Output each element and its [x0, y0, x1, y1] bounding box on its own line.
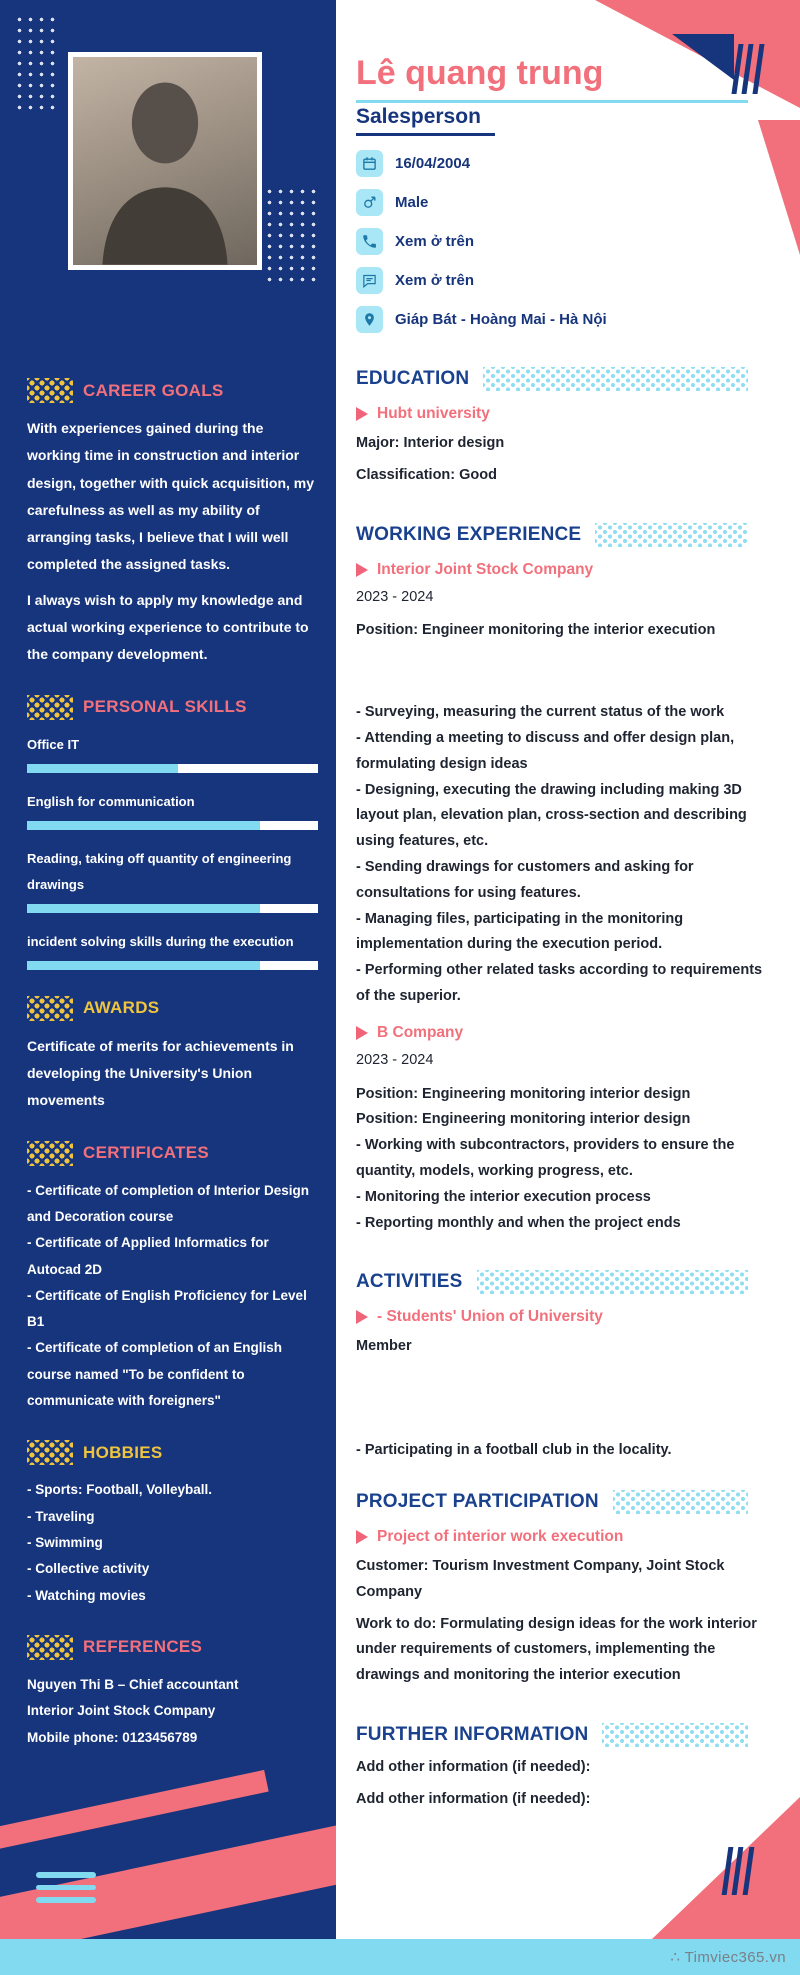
section-references: [27, 1635, 318, 1751]
education-detail: Major: Interior design: [356, 435, 505, 452]
experience-bullet: - Sending drawings for customers and asking for consultations for using features.: [356, 859, 694, 901]
experience-position: Position: Engineering monitoring interior design: [356, 1111, 691, 1128]
phone-text: Xem ở trên: [395, 233, 475, 251]
further-info-line: Add other information (if needed):: [356, 1759, 591, 1775]
section-education: [356, 367, 776, 489]
skill-level-fill: [27, 904, 260, 913]
section-career-goals: [27, 378, 318, 669]
hobby-item: - Traveling: [27, 1508, 95, 1524]
section-certificates: [27, 1141, 318, 1415]
experience-position: Position: Engineer monitoring the interior execution: [356, 622, 716, 639]
education-detail: Classification: Good: [356, 466, 497, 483]
dots-decoration: [477, 1270, 748, 1294]
experience-bullet: - Designing, executing the drawing including making 3D layout plan, elevation plan, cross-section and describing using features, etc.: [356, 781, 747, 850]
company-row: [356, 561, 776, 579]
skill-level-fill: [27, 764, 178, 773]
top-right-bars-decoration: [735, 44, 761, 94]
dots-icon: [27, 378, 73, 403]
dots-icon: [27, 695, 73, 720]
project-row: [356, 1528, 776, 1546]
bottom-right-bars-decoration: [725, 1847, 751, 1895]
contact-row: [356, 306, 776, 333]
profile-photo: [73, 57, 257, 265]
further-info-line: Add other information (if needed):: [356, 1790, 591, 1807]
awards-heading: AWARDS: [83, 998, 160, 1018]
career-goals-heading: CAREER GOALS: [83, 380, 224, 400]
experience-period: 2023 - 2024: [356, 588, 434, 605]
profile-photo-frame: [68, 52, 262, 270]
calendar-icon: [356, 150, 383, 177]
skill-label: Office IT: [27, 736, 80, 752]
skill-item: [27, 789, 318, 830]
contact-row: [356, 189, 776, 216]
skill-level-fill: [27, 821, 260, 830]
triangle-bullet-icon: [356, 407, 368, 421]
certificate-item: - Certificate of completion of an English course named "To be confident to communicate with foreigners": [27, 1340, 283, 1409]
gender-text: Male: [395, 194, 429, 212]
hobby-item: - Sports: Football, Volleyball.: [27, 1482, 213, 1498]
dots-decoration: [595, 523, 748, 547]
skill-level-fill: [27, 961, 260, 970]
skill-item: [27, 929, 318, 970]
organization-row: [356, 1308, 776, 1326]
further-information-heading: FURTHER INFORMATION: [356, 1724, 589, 1745]
certificate-item: - Certificate of Applied Informatics for Autocad 2D: [27, 1235, 269, 1277]
sidebar: [0, 0, 336, 1975]
candidate-name: Lê quang trung: [356, 54, 604, 92]
spacer: [356, 1360, 776, 1438]
project-name: Project of interior work execution: [377, 1528, 624, 1546]
main-content: [356, 0, 776, 1813]
address-text: Giáp Bát - Hoàng Mai - Hà Nội: [395, 311, 607, 329]
section-project-participation: [356, 1490, 776, 1689]
project-customer: Customer: Tourism Investment Company, Joint Stock Company: [356, 1558, 725, 1600]
location-icon: [356, 306, 383, 333]
hobby-item: - Swimming: [27, 1535, 103, 1550]
skill-bar: [27, 961, 318, 970]
dots-decoration: [264, 186, 320, 288]
career-goals-paragraph: With experiences gained during the working time in construction and interior design, together with quick acquisition, my carefulness as well as my ability of arranging tasks, I believe that I will well completed the assigned tasks.: [27, 420, 315, 573]
working-experience-heading: WORKING EXPERIENCE: [356, 523, 582, 545]
certificates-heading: CERTIFICATES: [83, 1143, 210, 1163]
contact-row: [356, 150, 776, 177]
pink-band-thin: [0, 1770, 269, 1860]
dots-icon: [27, 1635, 73, 1660]
personal-skills-heading: PERSONAL SKILLS: [83, 697, 247, 717]
watermark-link[interactable]: ∴ Timviec365.vn: [670, 1949, 786, 1966]
experience-bullet: - Managing files, participating in the monitoring implementation during the execution period.: [356, 910, 684, 953]
contact-list: [356, 150, 776, 333]
section-activities: [356, 1270, 776, 1464]
message-text: Xem ở trên: [395, 272, 475, 290]
project-participation-heading: PROJECT PARTICIPATION: [356, 1491, 599, 1513]
skill-item: [27, 732, 318, 773]
section-hobbies: [27, 1440, 318, 1609]
dots-decoration: [483, 367, 748, 391]
reference-line: Interior Joint Stock Company: [27, 1703, 216, 1719]
triangle-bullet-icon: [356, 1310, 368, 1324]
skill-item: [27, 846, 318, 913]
dots-decoration: [613, 1490, 748, 1514]
activity-role: Member: [356, 1338, 412, 1355]
gender-icon: [356, 189, 383, 216]
reference-line: Mobile phone: 0123456789: [27, 1729, 198, 1745]
skill-label: Reading, taking off quantity of engineering drawings: [27, 850, 292, 892]
education-heading: EDUCATION: [356, 368, 470, 390]
hobby-item: - Watching movies: [27, 1587, 146, 1603]
experience-bullet: - Reporting monthly and when the project ends: [356, 1214, 681, 1231]
bottom-left-lines-decoration: [36, 1872, 96, 1910]
triangle-bullet-icon: [356, 1026, 368, 1040]
experience-entry: [356, 1024, 776, 1237]
certificate-item: - Certificate of completion of Interior Design and Decoration course: [27, 1182, 310, 1224]
company-row: [356, 1024, 776, 1042]
experience-bullet: - Performing other related tasks according to requirements of the superior.: [356, 962, 763, 1005]
dots-icon: [27, 1440, 73, 1465]
phone-icon: [356, 228, 383, 255]
project-work: Work to do: Formulating design ideas for the work interior under requirements of customers, implementing the drawings and monitoring the interior execution: [356, 1615, 757, 1684]
experience-period: 2023 - 2024: [356, 1051, 434, 1068]
sidebar-content: [27, 378, 318, 1777]
school-row: [356, 405, 776, 423]
skill-bar: [27, 904, 318, 913]
company-name: B Company: [377, 1023, 464, 1041]
experience-bullet: - Surveying, measuring the current status of the work: [356, 704, 725, 721]
award-item: Certificate of merits for achievements in developing the University's Union movements: [27, 1037, 294, 1109]
references-heading: REFERENCES: [83, 1637, 203, 1657]
dots-decoration: [14, 14, 58, 116]
section-personal-skills: [27, 695, 318, 970]
triangle-bullet-icon: [356, 563, 368, 577]
experience-bullet: - Monitoring the interior execution process: [356, 1188, 651, 1205]
hobby-item: - Collective activity: [27, 1561, 150, 1577]
section-awards: [27, 996, 318, 1115]
skill-bar: [27, 764, 318, 773]
hobbies-heading: HOBBIES: [83, 1442, 163, 1462]
reference-line: Nguyen Thi B – Chief accountant: [27, 1676, 239, 1692]
school-name: Hubt university: [377, 405, 490, 423]
contact-row: [356, 267, 776, 294]
triangle-bullet-icon: [356, 1530, 368, 1544]
experience-bullet: - Working with subcontractors, providers to ensure the quantity, models, working progress, etc.: [356, 1137, 735, 1180]
experience-position: Position: Engineering monitoring interior design: [356, 1085, 691, 1102]
job-title: Salesperson: [356, 105, 495, 136]
skill-label: English for communication: [27, 793, 195, 809]
company-name: Interior Joint Stock Company: [377, 560, 594, 578]
organization-name: - Students' Union of University: [377, 1308, 603, 1326]
career-goals-paragraph: I always wish to apply my knowledge and actual working experience to contribute to the company development.: [27, 591, 309, 663]
birthdate-text: 16/04/2004: [395, 155, 471, 173]
dots-icon: [27, 1141, 73, 1166]
spacer: [356, 644, 776, 700]
contact-row: [356, 228, 776, 255]
dots-decoration: [602, 1723, 748, 1747]
message-icon: [356, 267, 383, 294]
section-working-experience: [356, 523, 776, 1237]
bottom-left-pink-bands: [0, 1762, 336, 1940]
skill-bar: [27, 821, 318, 830]
certificate-item: - Certificate of English Proficiency for Level B1: [27, 1287, 307, 1330]
experience-bullet: - Attending a meeting to discuss and offer design plan, formulating design ideas: [356, 730, 735, 772]
experience-entry: [356, 561, 776, 1010]
section-further-information: [356, 1723, 776, 1813]
activities-heading: ACTIVITIES: [356, 1271, 463, 1293]
person-silhouette-icon: [73, 57, 257, 265]
activity-note: - Participating in a football club in the locality.: [356, 1442, 672, 1459]
dots-icon: [27, 996, 73, 1021]
skill-label: incident solving skills during the execution: [27, 933, 294, 949]
